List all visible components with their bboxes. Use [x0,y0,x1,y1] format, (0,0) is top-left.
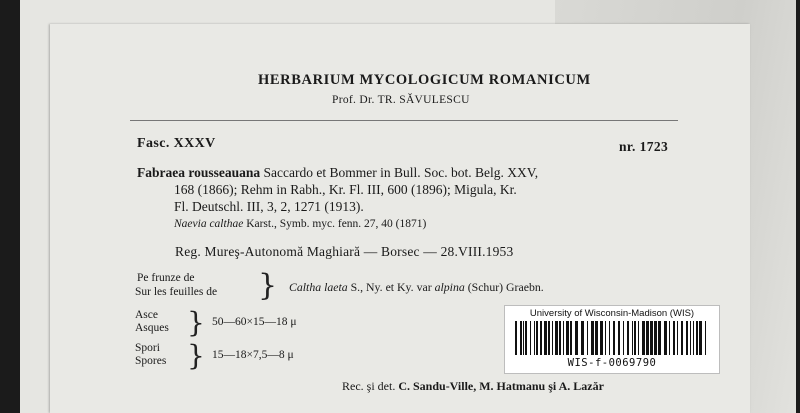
herbarium-title: HERBARIUM MYCOLOGICUM ROMANICUM [258,72,591,88]
barcode-bar [559,321,561,355]
header-divider [130,120,678,121]
asci-label-ro: Asce [135,309,158,321]
barcode-label [504,305,720,374]
collectors-prefix: Rec. şi det. [342,379,399,393]
barcode-bar [525,321,527,355]
asci-brace-icon: } [187,306,205,339]
barcode-institution: University of Wisconsin-Madison (WIS) [529,308,695,319]
barcode-bar [581,321,584,355]
barcode-bar [609,321,610,355]
barcode-bar [605,321,606,355]
barcode-bar [627,321,629,355]
citation-line-1 [137,165,538,181]
fascicle-label: Fasc. XXXV [137,136,216,151]
barcode-bar [632,321,633,355]
barcode-bar [534,321,535,355]
host-genus-species: Caltha laeta [289,280,348,294]
barcode-bar [638,321,639,355]
barcode-bar [693,321,694,355]
barcode-bar [690,321,691,355]
barcode-bar [520,321,522,355]
barcode-bar [699,321,702,355]
barcode-bar [552,321,553,355]
host-variety-author: (Schur) Graebn. [464,280,544,294]
barcode-bar [595,321,598,355]
barcode-bar [654,321,657,355]
host-variety: alpina [434,280,465,294]
host-line [289,280,544,295]
barcode-bar [591,321,594,355]
barcode-bar [658,321,661,355]
barcode-bar [600,321,603,355]
synonym-line [174,218,426,230]
barcode-bar [686,321,688,355]
host-authors: S., Ny. et Ky. var [347,280,435,294]
barcode-number: WIS-f-0069790 [567,357,657,369]
citation-reference-1: Saccardo et Bommer in Bull. Soc. bot. Belg. XXV, [260,165,539,180]
barcode-bar [646,321,649,355]
barcode-bar [673,321,675,355]
barcode-bar [566,321,569,355]
barcode-bar [587,321,588,355]
barcode-bar [618,321,620,355]
collectors-names: C. Sandu-Ville, M. Hatmanu şi A. Lazăr [398,379,604,393]
barcode-bar [540,321,542,355]
barcode-bar [570,321,572,355]
barcode-bar [650,321,653,355]
locality-line: Reg. Mureş-Autonomă Maghiară — Borsec — 28.VIII.1953 [175,244,514,259]
barcode-bars [515,321,709,355]
barcode-bar [677,321,678,355]
barcode-bar [681,321,683,355]
collectors-line [342,379,604,394]
host-brace-icon: } [258,268,278,303]
barcode-bar [530,321,531,355]
species-name: Fabraea rousseauana [137,165,261,180]
specimen-number: nr. 1723 [619,139,669,154]
citation-line-2: 168 (1866); Rehm in Rabh., Kr. Fl. III, 600 (1896); Migula, Kr. [174,182,517,197]
host-label-ro: Pe frunze de [137,272,195,284]
asci-label-fr: Asques [135,322,169,334]
barcode-bar [623,321,624,355]
synonym-name: Naevia calthae [174,218,244,230]
barcode-bar [613,321,615,355]
herbarium-subtitle: Prof. Dr. TR. SĂVULESCU [332,94,470,106]
barcode-bar [705,321,706,355]
barcode-bar [555,321,558,355]
spores-measurement: 15—18×7,5—8 μ [212,349,294,361]
barcode-bar [523,321,524,355]
barcode-bar [563,321,564,355]
barcode-bar [548,321,550,355]
spores-label-fr: Spores [135,355,167,367]
barcode-bar [642,321,645,355]
barcode-bar [669,321,670,355]
barcode-bar [575,321,578,355]
spores-brace-icon: } [187,339,205,372]
spores-label-ro: Spori [135,342,160,354]
host-label-fr: Sur les feuilles de [135,286,218,298]
asci-measurement: 50—60×15—18 μ [212,316,297,328]
synonym-reference: Karst., Symb. myc. fenn. 27, 40 (1871) [243,218,427,230]
barcode-bar [634,321,636,355]
barcode-bar [515,321,517,355]
citation-line-3: Fl. Deutschl. III, 3, 2, 1271 (1913). [174,199,364,214]
barcode-bar [664,321,667,355]
barcode-bar [536,321,538,355]
barcode-bar [696,321,698,355]
barcode-bar [544,321,547,355]
